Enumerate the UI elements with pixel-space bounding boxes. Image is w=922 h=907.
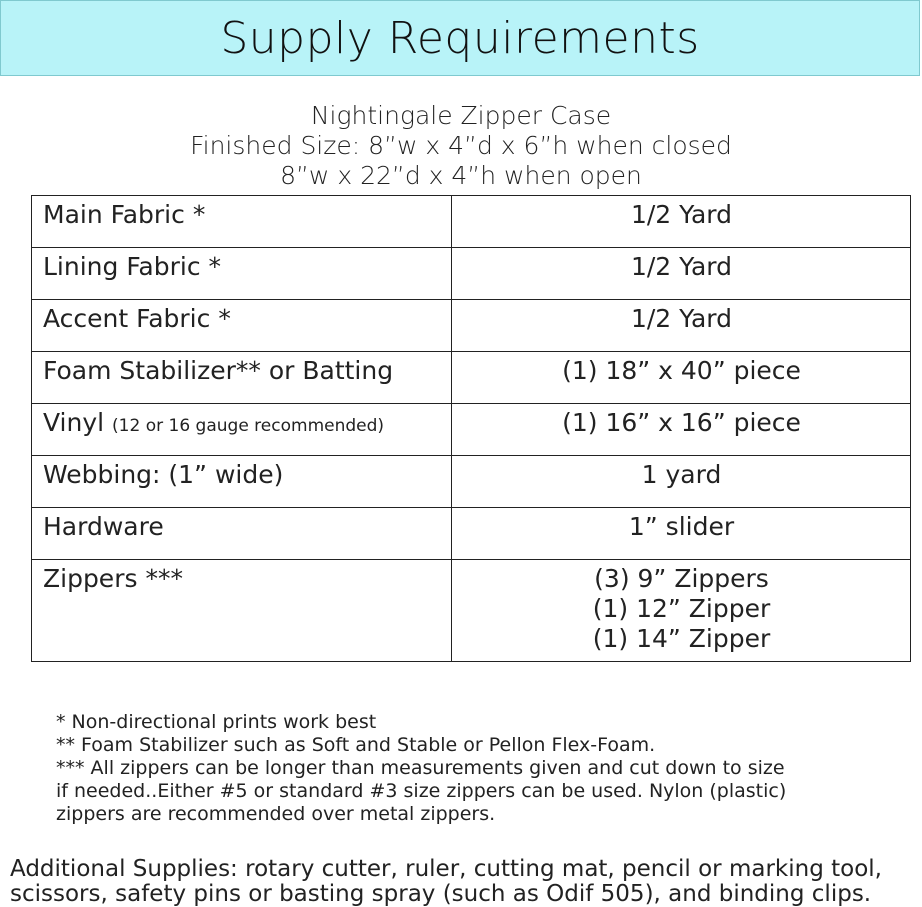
additional-supplies-line: scissors, safety pins or basting spray (such as Odif 505), and binding clips. — [10, 881, 872, 907]
finished-size-open: 8”w x 22”d x 4”h when open — [280, 161, 642, 190]
quantity-line: (3) 9” Zippers — [594, 564, 769, 593]
supply-item: Accent Fabric * — [32, 300, 452, 352]
additional-supplies-line: Additional Supplies: rotary cutter, ruler, cutting mat, pencil or marking tool, — [10, 856, 882, 882]
supply-item — [32, 404, 452, 456]
supply-quantity — [452, 560, 911, 662]
supply-quantity — [452, 196, 911, 248]
table-row — [32, 352, 911, 404]
table-row — [32, 196, 911, 248]
page-title: Supply Requirements — [220, 12, 700, 64]
table-row — [32, 404, 911, 456]
footnotes — [56, 711, 896, 826]
supply-item: Webbing: (1” wide) — [32, 456, 452, 508]
supply-quantity — [452, 404, 911, 456]
finished-size-closed: Finished Size: 8”w x 4”d x 6”h when closed — [190, 131, 732, 160]
supply-quantity — [452, 456, 911, 508]
supply-quantity — [452, 248, 911, 300]
table-row — [32, 560, 911, 662]
supply-quantity — [452, 352, 911, 404]
quantity-line: 1 yard — [641, 460, 722, 489]
additional-supplies — [10, 857, 920, 907]
quantity-line: (1) 16” x 16” piece — [562, 408, 801, 437]
quantity-line: 1/2 Yard — [630, 304, 733, 333]
supply-table — [31, 195, 911, 662]
title-banner — [0, 0, 920, 76]
footnote-line: *** All zippers can be longer than measurements given and cut down to size — [56, 757, 785, 779]
supply-item: Foam Stabilizer** or Batting — [32, 352, 452, 404]
supply-quantity — [452, 300, 911, 352]
quantity-line: (1) 12” Zipper — [592, 594, 771, 623]
footnote-line: zippers are recommended over metal zippers. — [56, 803, 496, 825]
quantity-line: 1/2 Yard — [630, 200, 733, 229]
table-row — [32, 248, 911, 300]
supply-item: Lining Fabric * — [32, 248, 452, 300]
quantity-line: 1” slider — [628, 512, 735, 541]
footnote-line: * Non-directional prints work best — [56, 711, 377, 733]
quantity-line: (1) 14” Zipper — [592, 624, 771, 653]
table-row — [32, 508, 911, 560]
quantity-line: 1/2 Yard — [630, 252, 733, 281]
table-row — [32, 300, 911, 352]
footnote-line: if needed..Either #5 or standard #3 size zippers can be used. Nylon (plastic) — [56, 780, 787, 802]
supply-item: Hardware — [32, 508, 452, 560]
supply-item: Zippers *** — [32, 560, 452, 662]
footnote-line: ** Foam Stabilizer such as Soft and Stable or Pellon Flex-Foam. — [56, 734, 656, 756]
supply-item-note: (12 or 16 gauge recommended) — [112, 416, 385, 436]
supply-item-label: Vinyl — [43, 408, 105, 437]
table-row — [32, 456, 911, 508]
supply-item: Main Fabric * — [32, 196, 452, 248]
supply-quantity — [452, 508, 911, 560]
quantity-line: (1) 18” x 40” piece — [562, 356, 801, 385]
product-name: Nightingale Zipper Case — [310, 101, 612, 130]
